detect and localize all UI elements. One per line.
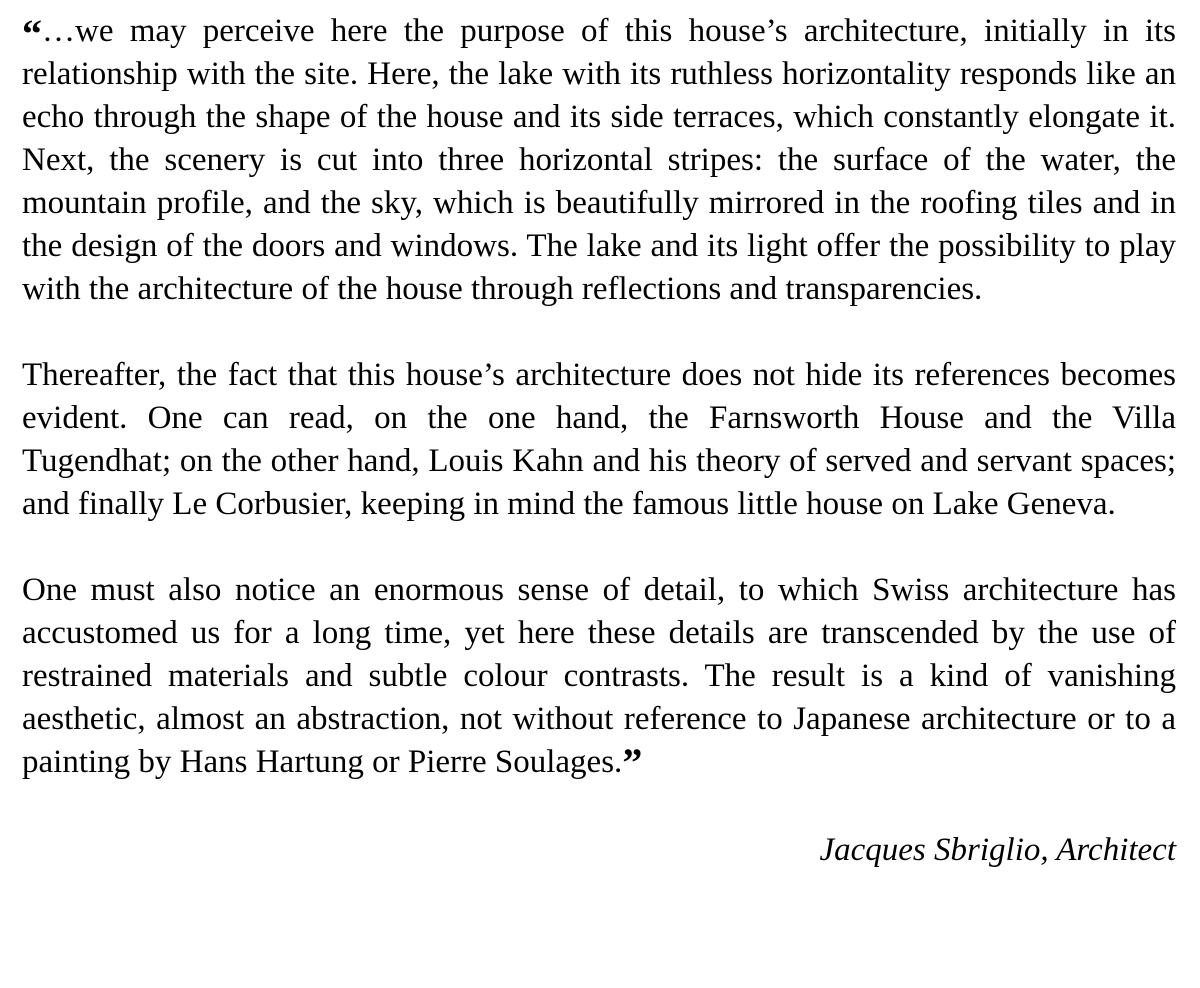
quote-paragraph-3 bbox=[22, 569, 1176, 784]
quote-paragraph-2 bbox=[22, 354, 1176, 526]
quote-block bbox=[22, 10, 1176, 872]
opening-quote-mark: “ bbox=[22, 11, 42, 56]
paragraph-1-text: …we may perceive here the purpose of this house’s architecture, initially in its relationship with the site. Here, the lake with its ruthless horizontality responds like an echo through the shape of the house and its side terraces, which constantly elongate it. Next, the scenery is cut into three horizontal stripes: the surface of the water, the mountain profile, and the sky, which is beautifully mirrored in the roofing tiles and in the design of the doors and windows. The lake and its light offer the possibility to play with the architecture of the house through reflections and transparencies. bbox=[22, 13, 1176, 307]
closing-quote-mark: ” bbox=[622, 740, 643, 785]
paragraph-3-text: One must also notice an enormous sense of detail, to which Swiss architecture has accustomed us for a long time, yet here these details are transcended by the use of restrained materials and subtle colour contrasts. The result is a kind of vanishing aesthetic, almost an abstraction, not without reference to Japanese architecture or to a painting by Hans Hartung or Pierre Soulages. bbox=[22, 572, 1176, 780]
paragraph-2-text: Thereafter, the fact that this house’s architecture does not hide its references becomes evident. One can read, on the one hand, the Farnsworth House and the Villa Tugendhat; on the other hand, Louis Kahn and his theory of served and servant spaces; and finally Le Corbusier, keeping in mind the famous little house on Lake Geneva. bbox=[22, 357, 1176, 522]
attribution: Jacques Sbriglio, Architect bbox=[819, 832, 1176, 868]
quote-paragraph-1 bbox=[22, 10, 1176, 311]
